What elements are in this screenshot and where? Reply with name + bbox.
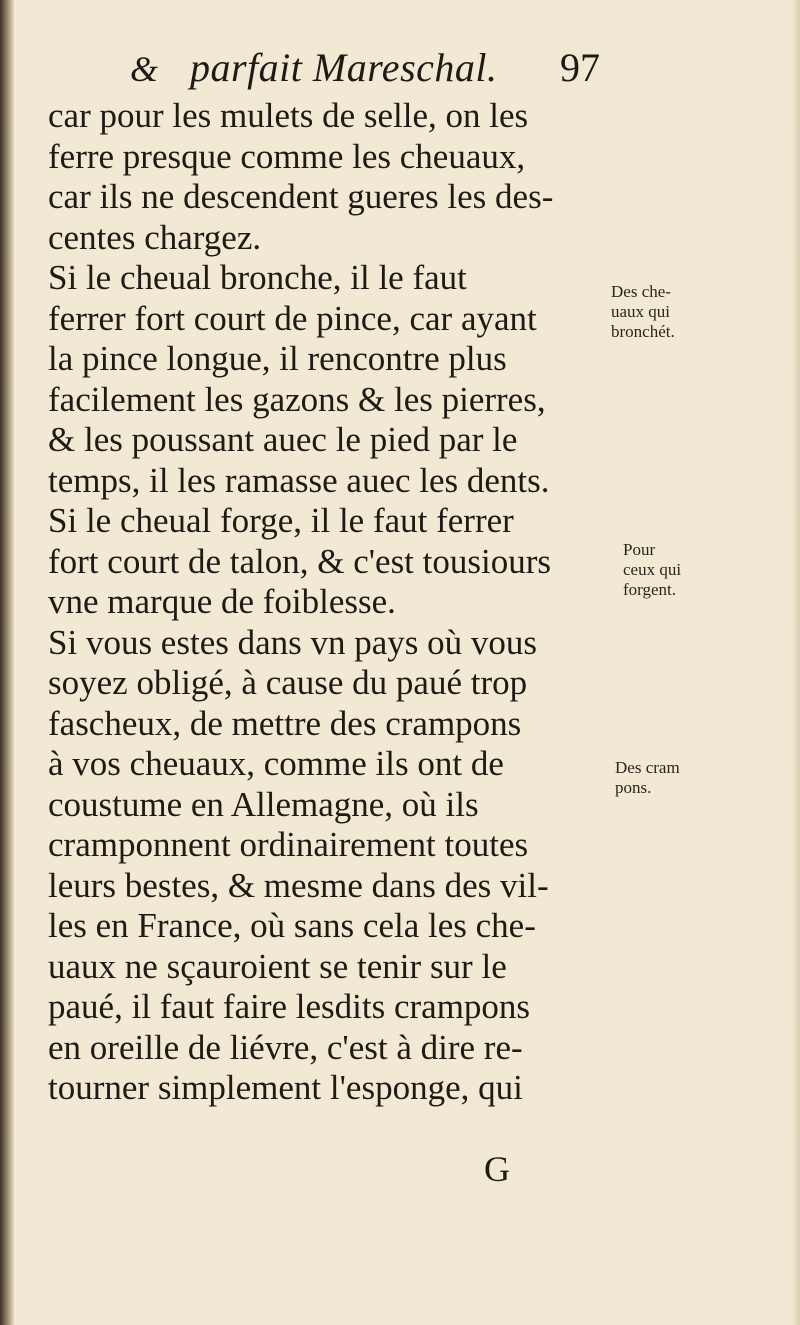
margin-note-bronchent	[611, 282, 675, 342]
text-line: tourner simplement l'esponge, qui	[48, 1068, 523, 1107]
text-line: car ils ne descendent gueres les des-	[48, 177, 554, 216]
text-line: Si vous estes dans vn pays où vous	[48, 622, 538, 662]
text-line: la pince longue, il rencontre plus	[48, 339, 507, 378]
text-line: Si le cheual forge, il le faut ferrer	[48, 501, 514, 540]
margin-note-line: pons.	[615, 778, 652, 797]
text-line: paué, il faut faire lesdits crampons	[48, 987, 531, 1026]
text-line: soyez obligé, à cause du paué trop	[48, 663, 528, 702]
text-line: ferrer fort court de pince, car ayant	[48, 298, 537, 338]
margin-note-line: uaux qui	[611, 302, 671, 321]
text-line: & les poussant auec le pied par le	[48, 420, 518, 459]
margin-note-line: ceux qui	[623, 560, 682, 579]
text-line: coustume en Allemagne, où ils	[48, 784, 479, 824]
text-line: à vos cheuaux, comme ils ont de	[48, 744, 504, 783]
running-title: parfait Mareschal.	[190, 45, 498, 90]
text-line: leurs bestes, & mesme dans des vil-	[48, 865, 549, 905]
text-line: car pour les mulets de selle, on les	[48, 96, 529, 135]
margin-note-line: Pour	[623, 540, 656, 559]
text-line: les en France, où sans cela les che-	[48, 906, 536, 945]
margin-note-line: Des che-	[611, 282, 671, 301]
text-line: uaux ne sçauroient se tenir sur le	[48, 946, 507, 986]
margin-note-line: Des cram	[615, 758, 680, 777]
margin-note-crampons	[615, 758, 680, 798]
text-line: temps, il les ramasse auec les dents.	[48, 460, 550, 500]
text-line: fascheux, de mettre des crampons	[48, 703, 522, 743]
page-number: 97	[560, 45, 600, 90]
binding-shadow	[0, 0, 14, 1325]
margin-note-line: forgent.	[623, 580, 677, 599]
ampersand-ornament: &	[130, 49, 159, 89]
text-line: cramponnent ordinairement toutes	[48, 825, 529, 864]
text-line: facilement les gazons & les pierres,	[48, 379, 546, 419]
text-line: centes chargez.	[48, 217, 262, 257]
page-edge	[792, 0, 800, 1325]
text-line: ferre presque comme les cheuaux,	[48, 136, 526, 176]
text-line: Si le cheual bronche, il le faut	[48, 258, 467, 297]
catchword-signature: G	[484, 1149, 510, 1189]
margin-note-line: bronchét.	[611, 322, 675, 341]
margin-note-forgent	[623, 540, 681, 600]
text-line: vne marque de foiblesse.	[48, 582, 396, 621]
text-line: fort court de talon, & c'est tousiours	[48, 541, 552, 581]
body-text	[48, 96, 608, 1109]
text-line: en oreille de liévre, c'est à dire re-	[48, 1027, 523, 1067]
running-header	[130, 40, 610, 100]
